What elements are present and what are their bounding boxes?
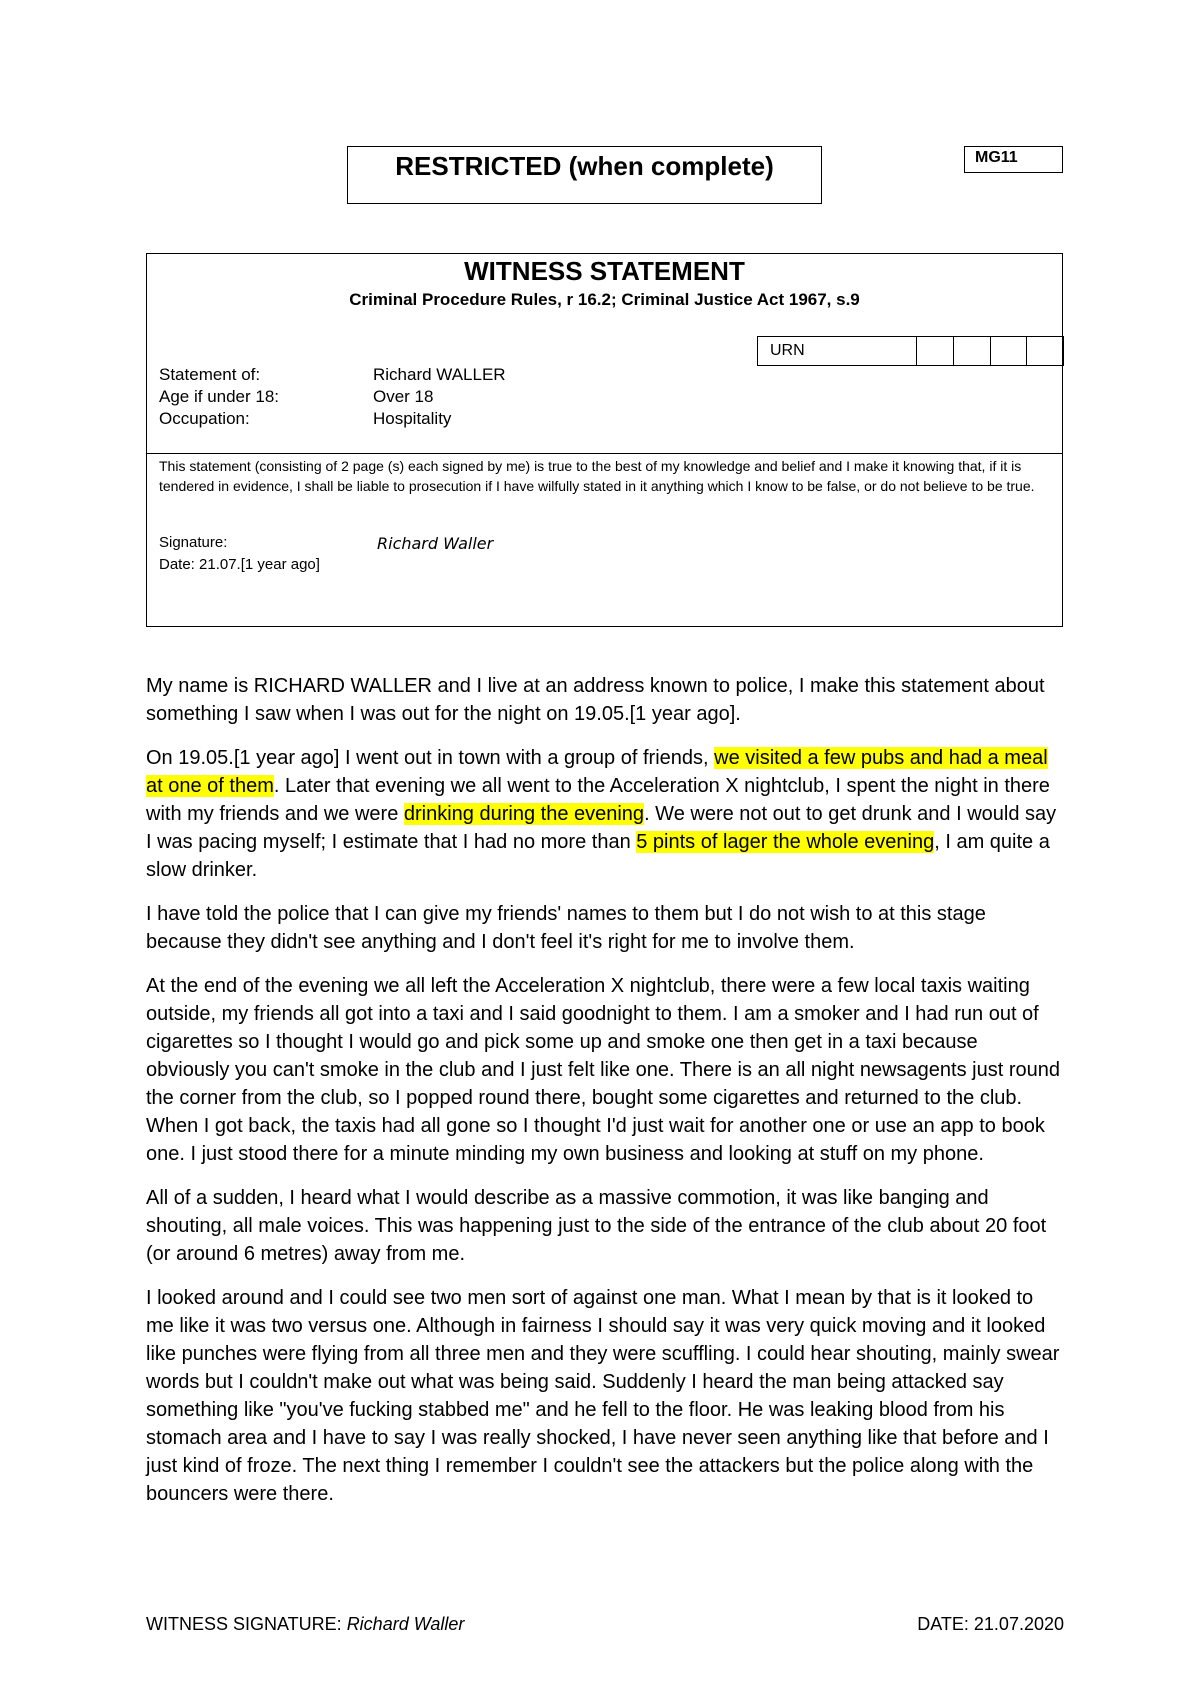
witness-statement-title: WITNESS STATEMENT — [464, 256, 745, 286]
form-code: MG11 — [964, 146, 1063, 173]
paragraph-4: At the end of the evening we all left the Acceleration X nightclub, there were a few local taxis waiting outside, my friends all got into a taxi and I said goodnight to them. I am a smoker and I had run out of cigarettes so I thought I would go and pick some up and smoke one then get in a taxi because obviously you can't smoke in the club and I just felt like one. There is an all night newsagents just round the corner from the club, so I popped round there, bought some cigarettes and returned to the club. When I got back, the taxis had all gone so I thought I'd just wait for another one or use an app to book one. I just stood there for a minute minding my own business and looking at stuff on my phone. — [146, 975, 1060, 1165]
urn-cell — [917, 337, 954, 366]
paragraph-1: My name is RICHARD WALLER and I live at an address known to police, I make this statement about something I saw when I was out for the night on 19.05.[1 year ago]. — [146, 675, 1045, 725]
witness-statement-subtitle: Criminal Procedure Rules, r 16.2; Criminal Justice Act 1967, s.9 — [349, 290, 860, 309]
paragraph-2-text: . We were not out to get drunk and I would say I was pacing myself; I estimate that I had no more than — [146, 803, 1057, 853]
witness-statement-box — [146, 253, 1063, 627]
paragraph-2-text: , I am quite a slow drinker. — [146, 831, 1050, 881]
restricted-title: RESTRICTED (when complete) — [395, 151, 774, 181]
restricted-banner — [347, 146, 822, 204]
occupation-value: Hospitality — [373, 409, 452, 428]
urn-label: URN — [758, 337, 917, 366]
footer-date: DATE: 21.07.2020 — [917, 1614, 1064, 1634]
paragraph-2-text: . Later that evening we all went to the Acceleration X nightclub, I spent the night in there with my friends and we were — [146, 775, 1050, 825]
statement-body — [146, 672, 1066, 1524]
signature-value: Richard Waller — [377, 534, 494, 553]
highlight-text: we visited a few pubs and had a meal at one of them — [146, 747, 1048, 797]
date-line: Date: 21.07.[1 year ago] — [159, 556, 320, 573]
footer-signature-value: Richard Waller — [346, 1614, 465, 1634]
age-value: Over 18 — [373, 387, 434, 406]
highlight-text: drinking during the evening — [403, 803, 645, 825]
urn-cell — [953, 337, 990, 366]
footer-signature-label: WITNESS SIGNATURE: — [146, 1614, 347, 1634]
age-label: Age if under 18: — [159, 387, 280, 406]
paragraph-2-text: On 19.05.[1 year ago] I went out in town with a group of friends, — [146, 747, 715, 769]
urn-table — [757, 336, 1064, 366]
highlight-text: 5 pints of lager the whole evening — [636, 831, 935, 853]
paragraph-2 — [146, 744, 1066, 884]
statement-of-value: Richard WALLER — [373, 365, 506, 384]
declaration-text: This statement (consisting of 2 page (s) each signed by me) is true to the best of my knowledge and belief and I make it knowing that, if it is tendered in evidence, I shall be liable to prosecution if I have wilfully stated in it anything which I know to be false, or do not believe to be true. — [159, 458, 1035, 494]
paragraph-5: All of a sudden, I heard what I would describe as a massive commotion, it was like banging and shouting, all male voices. This was happening just to the side of the entrance of the club about 20 foot (or around 6 metres) away from me. — [146, 1187, 1047, 1265]
signature-label: Signature: — [159, 534, 228, 551]
occupation-label: Occupation: — [159, 409, 250, 428]
statement-of-label: Statement of: — [159, 365, 261, 384]
paragraph-6: I looked around and I could see two men sort of against one man. What I mean by that is it looked to me like it was two versus one. Although in fairness I should say it was very quick moving and it looked like punches were flying from all three men and they were scuffling. I could hear shouting, mainly swear words but I couldn't make out what was being said. Suddenly I heard the man being attacked say something like "you've fucking stabbed me" and he fell to the floor. He was leaking blood from his stomach area and I have to say I was really shocked, I have never seen anything like that before and I just kind of froze. The next thing I remember I couldn't see the attackers but the police along with the bouncers were there. — [146, 1287, 1060, 1505]
footer-signature — [146, 1614, 464, 1635]
declaration-divider — [147, 453, 1062, 454]
paragraph-3: I have told the police that I can give my friends' names to them but I do not wish to at this stage because they didn't see anything and I don't feel it's right for me to involve them. — [146, 903, 986, 953]
urn-cell — [1027, 337, 1064, 366]
urn-cell — [990, 337, 1027, 366]
